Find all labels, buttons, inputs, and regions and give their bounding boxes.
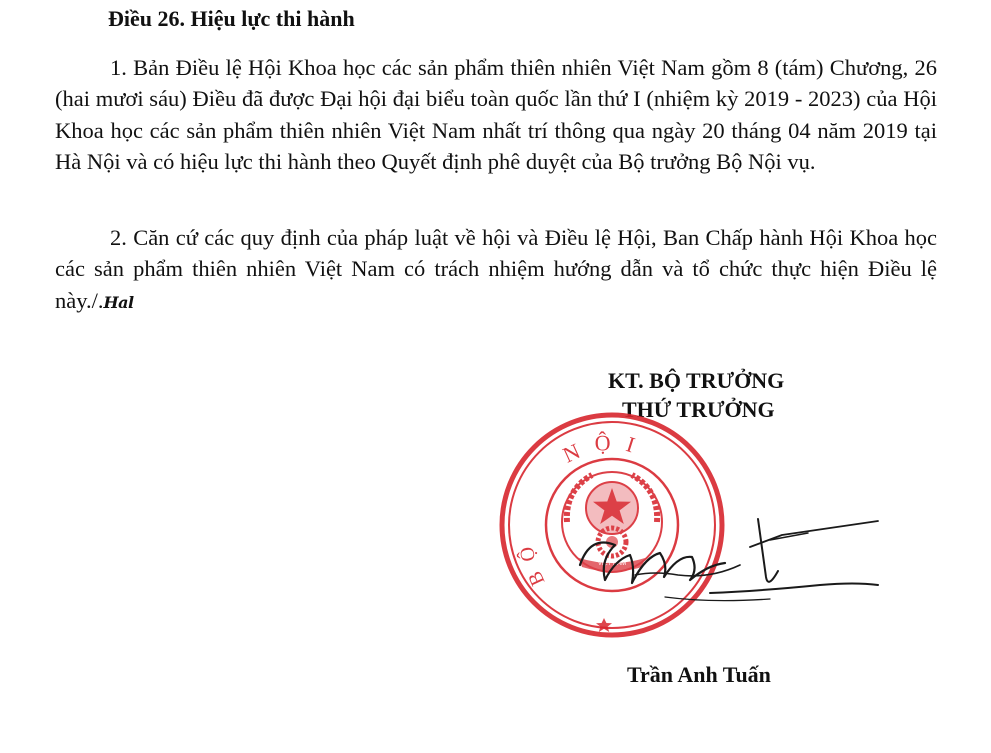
article-paragraph-2: [55, 222, 937, 318]
signature-title-line-1: KT. BỘ TRƯỞNG: [608, 368, 785, 393]
signature-title-line-2: THỨ TRƯỞNG: [622, 397, 775, 422]
article-paragraph-1: 1. Bản Điều lệ Hội Khoa học các sản phẩm thiên nhiên Việt Nam gồm 8 (tám) Chương, 26 (hai mươi sáu) Điều đã được Đại hội đại biểu toàn quốc lần thứ I (nhiệm kỳ 2019 - 2023) của Hội Khoa học các sản phẩm thiên nhiên Việt Nam nhất trí thông qua ngày 20 tháng 04 năm 2019 tại Hà Nội và có hiệu lực thi hành theo Quyết định phê duyệt của Bộ trưởng Bộ Nội vụ.: [55, 55, 937, 175]
seal-top-text: NỘI: [558, 429, 652, 468]
seal-left-text: BỘ: [514, 535, 550, 589]
signer-name: Trần Anh Tuấn: [627, 662, 771, 687]
article-heading: Điều 26. Hiệu lực thi hành: [108, 6, 355, 31]
article-paragraph-2-text: 2. Căn cứ các quy định của pháp luật về hội và Điều lệ Hội, Ban Chấp hành Hội Khoa học các sản phẩm thiên nhiên Việt Nam có trách nhiệm hướng dẫn và tổ chức thực hiện Điều lệ này./.: [55, 225, 937, 313]
handwritten-initials: Hal: [103, 292, 134, 312]
handwritten-signature: [560, 505, 880, 625]
seal-emblem-text: VIỆT NAM: [597, 561, 627, 567]
